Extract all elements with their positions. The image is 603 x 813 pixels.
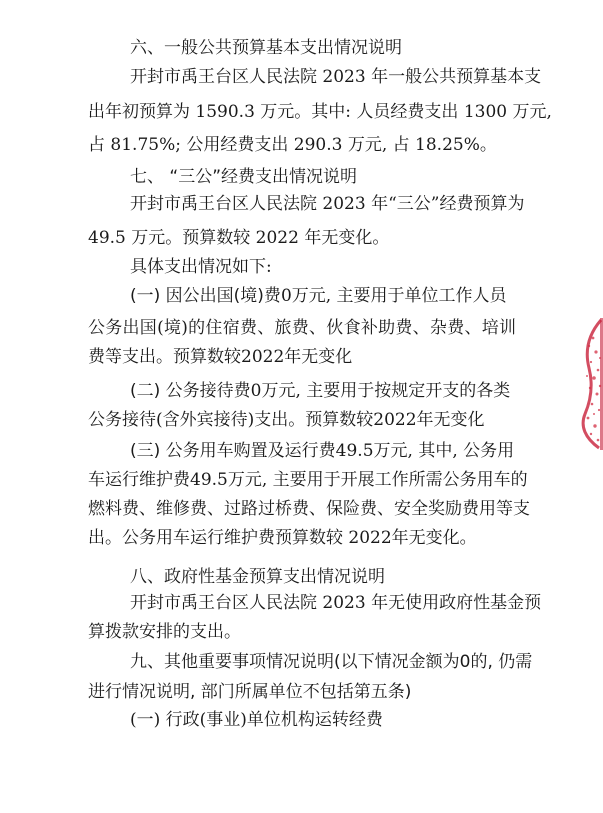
section-9-title: 九、其他重要事项情况说明	[130, 652, 334, 672]
section-6-line-2: 出年初预算为 1590.3 万元。其中: 人员经费支出 1300 万元,	[88, 102, 552, 122]
item-3-line-3: 燃料费、维修费、过路过桥费、保险费、安全奖励费用等支	[88, 499, 530, 519]
section-9-note-2: 进行情况说明, 部门所属单位不包括第五条)	[88, 682, 412, 702]
item-3-line-4: 出。公务用车运行维护费预算数较 2022年无变化。	[88, 528, 477, 548]
section-9-line-1	[130, 652, 532, 672]
section-9-note-1: (以下情况金额为0的, 仍需	[334, 652, 533, 672]
section-7-line-2: 49.5 万元。预算数较 2022 年无变化。	[88, 228, 390, 248]
item-2-line-2: 公务接待(含外宾接待)支出。预算数较2022年无变化	[88, 410, 485, 430]
item-3-text-1: 49.5万元, 其中, 公务用	[335, 441, 515, 461]
section-7-title: 七、 “三公”经费支出情况说明	[130, 167, 358, 187]
item-3-label: (三) 公务用车购置及运行费	[130, 441, 336, 461]
section-8-title: 八、政府性基金预算支出情况说明	[130, 567, 385, 587]
item-3-line-2: 车运行维护费49.5万元, 主要用于开展工作所需公务用车的	[88, 470, 528, 490]
item-1-line-1	[130, 286, 507, 306]
section-7-line-1: 开封市禹王台区人民法院 2023 年“三公”经费预算为	[130, 194, 525, 214]
section-6-title: 六、一般公共预算基本支出情况说明	[130, 38, 402, 58]
seal-stamp-edge	[571, 318, 603, 450]
item-1-line-3: 费等支出。预算数较2022年无变化	[88, 347, 353, 367]
item-1-text-1: 0万元, 主要用于单位工作人员	[280, 286, 507, 306]
item-1-label: (一) 因公出国(境)费	[130, 286, 281, 306]
section-6-line-1: 开封市禹王台区人民法院 2023 年一般公共预算基本支	[130, 67, 542, 87]
section-7-line-3: 具体支出情况如下:	[130, 257, 272, 277]
section-9-subheading: (一) 行政(事业)单位机构运转经费	[130, 710, 383, 730]
item-2-text-1: 0万元, 主要用于按规定开支的各类	[250, 381, 511, 401]
section-8-line-2: 算拨款安排的支出。	[88, 622, 241, 642]
item-3-line-1	[130, 441, 514, 461]
section-6-line-3: 占 81.75%; 公用经费支出 290.3 万元, 占 18.25%。	[88, 135, 497, 155]
item-1-line-2: 公务出国(境)的住宿费、旅费、伙食补助费、杂费、培训	[88, 318, 516, 338]
section-8-line-1: 开封市禹王台区人民法院 2023 年无使用政府性基金预	[130, 593, 542, 613]
item-2-line-1	[130, 381, 510, 401]
item-2-label: (二) 公务接待费	[130, 381, 251, 401]
